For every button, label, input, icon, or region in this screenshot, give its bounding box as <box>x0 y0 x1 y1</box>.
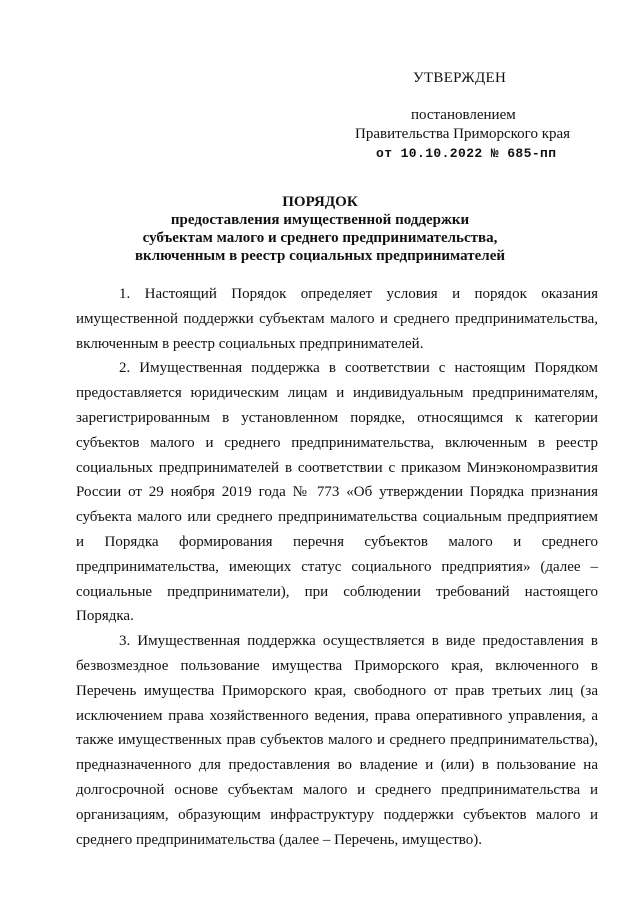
paragraph-3: 3. Имущественная поддержка осуществляется в виде предоставления в безвозмездное пользование имущества Приморского края, включенного в Перечень имущества Приморского края, свободного от прав третьих лиц (за исключением права хозяйственного ведения, права оперативного управления, а также имущественных прав субъектов малого и среднего предпринимательства), предназначенного для предоставления во владение и (или) в пользование на долгосрочной основе субъектам малого и среднего предпринимательства и организациям, образующим инфраструктуру поддержки субъектов малого и среднего предпринимательства (далее – Перечень, имущество). <box>76 633 598 848</box>
paragraph-1: 1. Настоящий Порядок определяет условия и порядок оказания имущественной поддержки субъектам малого и среднего предпринимательства, включенным в реестр социальных предпринимателей. <box>76 286 598 352</box>
title-line-1: предоставления имущественной поддержки <box>170 212 470 228</box>
title-line-3: включенным в реестр социальных предпринимателей <box>134 248 506 264</box>
approval-date-number: от 10.10.2022 № 685-пп <box>376 146 557 161</box>
document-body <box>76 282 598 852</box>
title-main: ПОРЯДОК <box>282 194 358 210</box>
paragraph-2: 2. Имущественная поддержка в соответствии с настоящим Порядком предоставляется юридическим лицам и индивидуальным предпринимателям, зарегистрированным в установленном порядке, относящимся к категории субъектов малого и среднего предпринимательства, включенным в реестр социальных предпринимателей в соответствии с приказом Минэкономразвития России от 29 ноября 2019 года № 773 «Об утверждении Порядка признания субъекта малого или среднего предпринимательства социальным предприятием и Порядка формирования перечня субъектов малого и среднего предпринимательства, имеющих статус социального предприятия» (далее – социальные предприниматели), при соблюдении требований настоящего Порядка. <box>76 360 598 625</box>
title-line-2: субъектам малого и среднего предпринимательства, <box>142 230 498 246</box>
approval-authority: Правительства Приморского края <box>355 126 571 142</box>
approval-heading: УТВЕРЖДЕН <box>413 70 507 86</box>
approval-resolution-label: постановлением <box>411 107 516 123</box>
document-title <box>80 193 560 265</box>
